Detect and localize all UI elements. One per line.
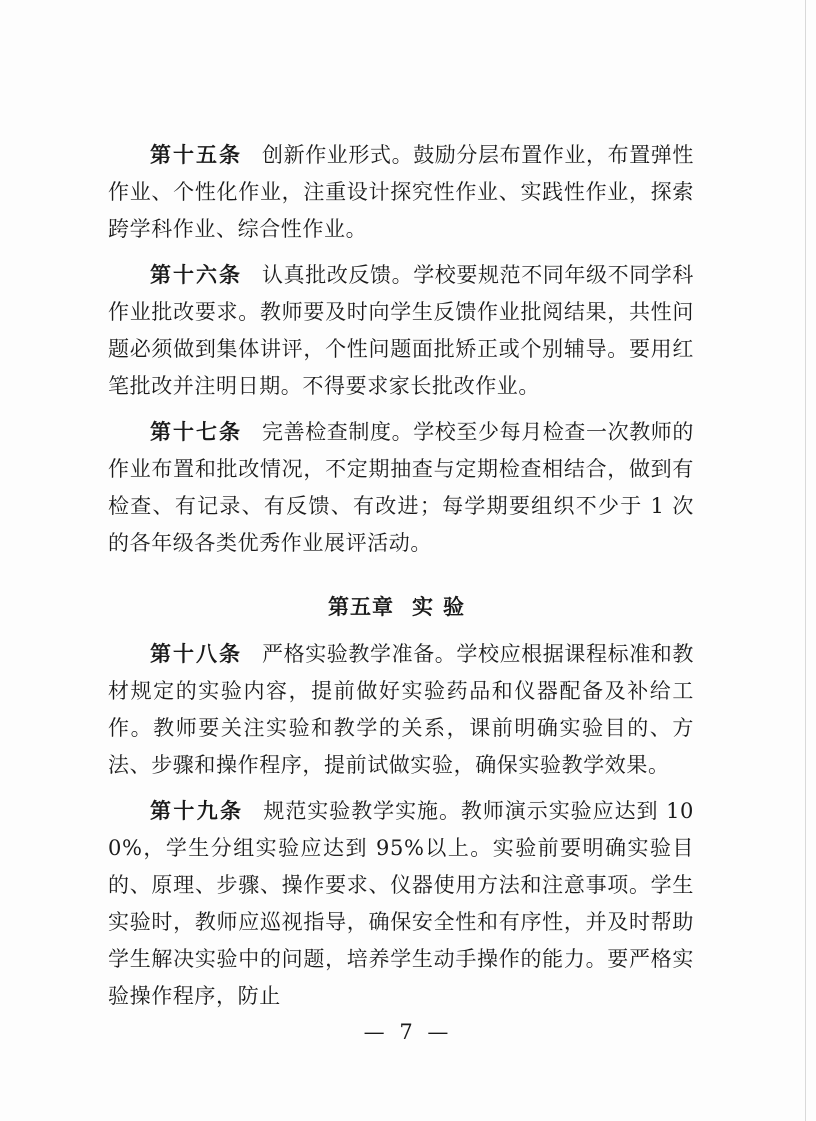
page-number: — 7 — <box>363 1020 453 1044</box>
article-text: 创新作业形式。鼓励分层布置作业，布置弹性作业、个性化作业，注重设计探究性作业、实践性作业，探索跨学科作业、综合性作业。 <box>108 143 694 241</box>
article-label: 第十八条 <box>150 642 242 666</box>
article-text: 严格实验教学准备。学校应根据课程标准和教材规定的实验内容，提前做好实验药品和仪器配备及补给工作。教师要关注实验和教学的关系，课前明确实验目的、方法、步骤和操作程序，提前试做实验，确保实验教学效果。 <box>108 642 694 777</box>
article-16 <box>108 257 694 405</box>
article-text: 完善检查制度。学校至少每月检查一次教师的作业布置和批改情况，不定期抽查与定期检查相结合，做到有检查、有记录、有反馈、有改进；每学期要组织不少于 1 次的各年级各类优秀作业展评活动。 <box>108 420 694 555</box>
article-label: 第十七条 <box>150 420 242 444</box>
chapter-heading <box>108 589 694 626</box>
scan-edge-line <box>805 0 806 1121</box>
article-18 <box>108 636 694 784</box>
document-body <box>108 137 694 1015</box>
chapter-title: 实验 <box>412 595 474 619</box>
article-text: 规范实验教学实施。教师演示实验应达到 100%，学生分组实验应达到 95%以上。实验前要明确实验目的、原理、步骤、操作要求、仪器使用方法和注意事项。学生实验时，教师应巡视指导，确保安全性和有序性，并及时帮助学生解决实验中的问题，培养学生动手操作的能力。要严格实验操作程序，防止 <box>108 799 695 1008</box>
article-label: 第十九条 <box>150 799 244 823</box>
article-15 <box>108 137 694 248</box>
article-label: 第十五条 <box>150 143 242 167</box>
chapter-number: 第五章 <box>328 595 394 619</box>
article-17 <box>108 414 694 562</box>
article-text: 认真批改反馈。学校要规范不同年级不同学科作业批改要求。教师要及时向学生反馈作业批阅结果，共性问题必须做到集体讲评，个性问题面批矫正或个别辅导。要用红笔批改并注明日期。不得要求家长批改作业。 <box>108 263 694 398</box>
article-19 <box>108 793 694 1015</box>
article-label: 第十六条 <box>150 263 242 287</box>
